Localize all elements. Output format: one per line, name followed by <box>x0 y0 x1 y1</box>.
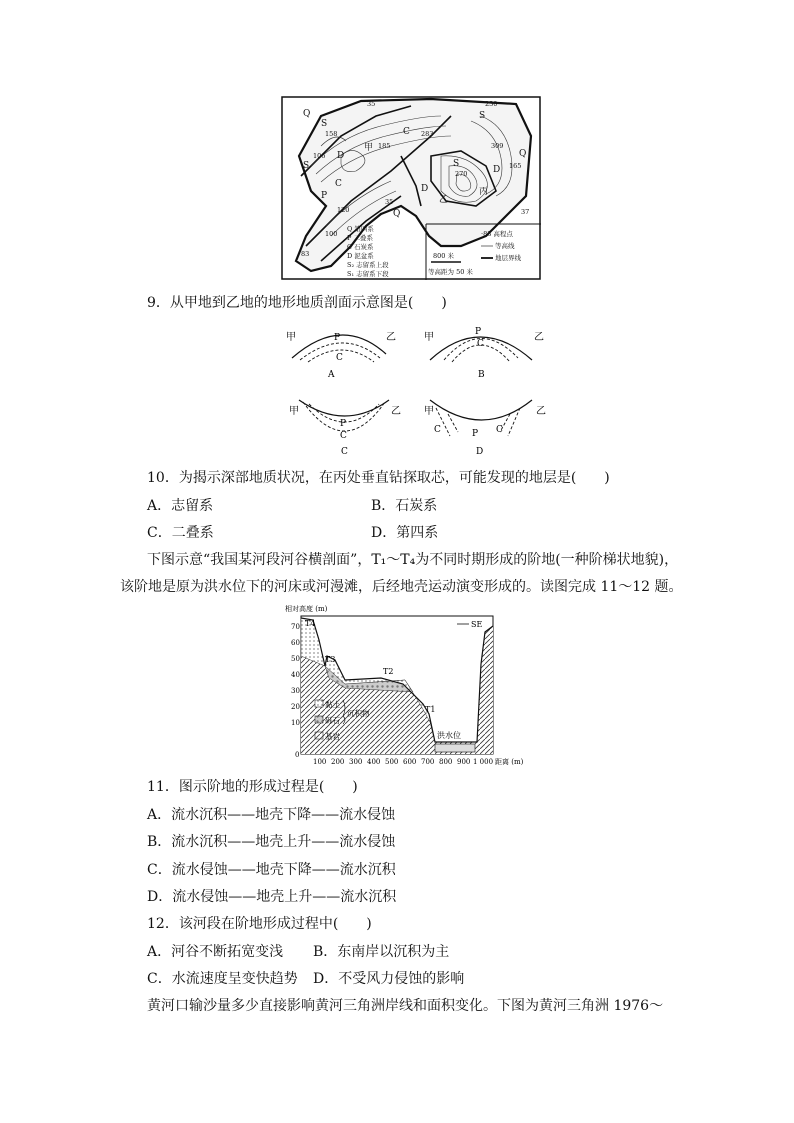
q10-option-a[interactable]: A．志留系 <box>147 498 214 514</box>
q12-option-d[interactable]: D．不受风力侵蚀的影响 <box>313 971 465 987</box>
map-label-c: C <box>335 179 342 189</box>
q12-stem: 12．该河段在阶地形成过程中( ) <box>147 916 372 932</box>
elevation-label: 83 <box>301 250 310 258</box>
elevation-label: 165 <box>509 162 522 170</box>
label-yi: 乙 <box>391 406 401 417</box>
label-jia: 甲 <box>424 332 434 343</box>
q10-option-d[interactable]: D．第四系 <box>371 525 439 541</box>
symbol-boundary: 地层界线 <box>495 254 521 262</box>
map-label-q-east: Q <box>519 149 527 159</box>
label-c: C <box>477 339 484 349</box>
elevation-label: 106 <box>313 152 326 160</box>
direction-label: SE <box>471 620 483 629</box>
profile-option-a <box>284 322 400 378</box>
option-letter: D <box>476 447 484 457</box>
option-letter: C <box>341 447 348 457</box>
q11-option-c[interactable]: C．流水侵蚀——地壳下降——流水沉积 <box>147 862 396 878</box>
x-tick: 100 <box>313 758 327 766</box>
legend-group: 沉积物 <box>347 709 370 718</box>
legend-clay: 黏土 <box>325 700 340 709</box>
intro-line-1: 下图示意“我国某河段河谷横剖面”，T₁～T₄为不同时期形成的阶地(一种阶梯状地貌)， <box>147 552 679 568</box>
q10-option-b[interactable]: B．石炭系 <box>371 498 438 514</box>
elevation-label: 35 <box>367 100 376 108</box>
x-tick: 600 <box>403 758 417 766</box>
option-letter: A <box>328 370 335 380</box>
elevation-label: 37 <box>521 208 530 216</box>
q12-option-a[interactable]: A．河谷不断拓宽变浅 <box>147 944 284 960</box>
q11-option-b[interactable]: B．流水沉积——地壳上升——流水侵蚀 <box>147 834 396 850</box>
y-tick: 0 <box>295 751 300 759</box>
map-label-yi: 乙 <box>439 195 449 205</box>
elevation-label: 35 <box>385 198 394 206</box>
label-c: C <box>340 431 347 441</box>
y-tick: 60 <box>291 639 300 647</box>
terrace-label-t3: T3 <box>325 655 336 664</box>
map-label-s1: S <box>321 119 328 129</box>
q9-stem: 9．从甲地到乙地的地形地质剖面示意图是( ) <box>147 295 447 311</box>
label-jia: 甲 <box>286 332 296 343</box>
elevation-label: 100 <box>325 230 338 238</box>
intro-line-2: 该阶地是原为洪水位下的河床或河漫滩，后经地壳运动演变形成的。读图完成 11～12 题。 <box>120 579 683 595</box>
map-legend-item: S₂ 志留系上段 <box>347 261 389 269</box>
x-tick: 700 <box>421 758 435 766</box>
terrace-label-t2: T2 <box>383 667 394 676</box>
terrace-label-t1: T1 <box>425 705 436 714</box>
x-tick: 900 <box>457 758 471 766</box>
map-label-q-south: Q <box>393 209 401 219</box>
legend-bedrock: 基岩 <box>325 732 340 741</box>
label-p: P <box>475 327 482 337</box>
map-legend-item: C 石炭系 <box>347 243 374 251</box>
x-tick: 500 <box>385 758 399 766</box>
elevation-label: 158 <box>325 130 338 138</box>
map-label-d-ne: D <box>493 165 501 175</box>
profile-option-b <box>424 322 546 378</box>
label-p: P <box>340 419 347 429</box>
option-letter: B <box>478 370 485 380</box>
y-axis-label: 相对高度 (m) <box>285 605 328 613</box>
terrace-label-t4: T4 <box>305 619 316 628</box>
geologic-map <box>281 96 541 280</box>
q11-option-a[interactable]: A．流水沉积——地壳下降——流水侵蚀 <box>147 807 396 823</box>
contour-interval: 等高距为 50 米 <box>428 268 473 276</box>
label-yi: 乙 <box>534 332 544 343</box>
label-p: P <box>334 333 341 343</box>
elevation-label: 230 <box>485 100 498 108</box>
x-axis-label: 距离 (m) <box>495 758 524 766</box>
label-c: C <box>336 353 343 363</box>
x-tick: 200 <box>331 758 345 766</box>
q11-option-d[interactable]: D．流水侵蚀——地壳上升——流水沉积 <box>147 889 397 905</box>
y-tick: 20 <box>291 703 300 711</box>
map-legend-item: P 二叠系 <box>347 234 373 242</box>
q12-option-c[interactable]: C．水流速度呈变快趋势 <box>147 971 298 987</box>
elevation-label: 185 <box>378 142 391 150</box>
symbol-spot-height: ·83 高程点 <box>481 230 513 238</box>
x-tick: 400 <box>367 758 381 766</box>
outro-line-1: 黄河口输沙量多少直接影响黄河三角洲岸线和面积变化。下图为黄河三角洲 1976～ <box>147 998 664 1014</box>
q10-option-c[interactable]: C．二叠系 <box>147 525 214 541</box>
legend-gravel: 砾石 <box>325 716 340 725</box>
label-jia: 甲 <box>424 406 434 417</box>
scale-label: 800 米 <box>433 252 454 260</box>
x-tick: 800 <box>439 758 453 766</box>
map-legend-item: S₁ 志留系下段 <box>347 270 389 278</box>
y-tick: 70 <box>291 623 300 631</box>
label-p: P <box>472 429 479 439</box>
map-label-s2: S <box>453 159 460 169</box>
label-yi: 乙 <box>386 332 396 343</box>
y-tick: 30 <box>291 687 300 695</box>
elevation-label: 120 <box>337 206 350 214</box>
flood-level-label: 洪水位 <box>437 731 461 740</box>
q12-option-b[interactable]: B．东南岸以沉积为主 <box>313 944 450 960</box>
map-label-c-mid: C <box>403 127 410 137</box>
y-tick: 10 <box>291 719 300 727</box>
label-c-left: C <box>434 425 441 435</box>
map-label-p: P <box>321 191 328 201</box>
y-tick: 40 <box>291 671 300 679</box>
label-jia: 甲 <box>289 406 299 417</box>
map-legend-item: D 泥盆系 <box>347 252 374 260</box>
map-label-d: D <box>337 151 345 161</box>
map-label-q: Q <box>303 109 311 119</box>
map-label-bing: 丙 <box>479 187 489 197</box>
map-legend-item: Q 第四系 <box>347 225 374 233</box>
x-tick: 1 000 <box>473 758 494 766</box>
symbol-contour: 等高线 <box>495 242 515 250</box>
y-tick: 50 <box>291 655 300 663</box>
valley-cross-section <box>285 604 524 770</box>
elevation-label: 283 <box>421 130 434 138</box>
map-label-s1-west: S <box>303 161 310 171</box>
elevation-label: 270 <box>455 170 468 178</box>
map-label-s1-ne: S <box>479 111 486 121</box>
profile-option-c <box>287 392 403 456</box>
map-label-jia: 甲 <box>364 143 374 153</box>
label-c-right: C <box>496 425 503 435</box>
q11-stem: 11．图示阶地的形成过程是( ) <box>147 779 358 795</box>
label-yi: 乙 <box>536 406 546 417</box>
q10-stem: 10．为揭示深部地质状况，在丙处垂直钻探取芯，可能发现的地层是( ) <box>147 470 610 486</box>
map-label-d-south: D <box>421 184 429 194</box>
x-tick: 300 <box>349 758 363 766</box>
profile-option-d <box>424 392 548 456</box>
elevation-label: 309 <box>491 142 504 150</box>
